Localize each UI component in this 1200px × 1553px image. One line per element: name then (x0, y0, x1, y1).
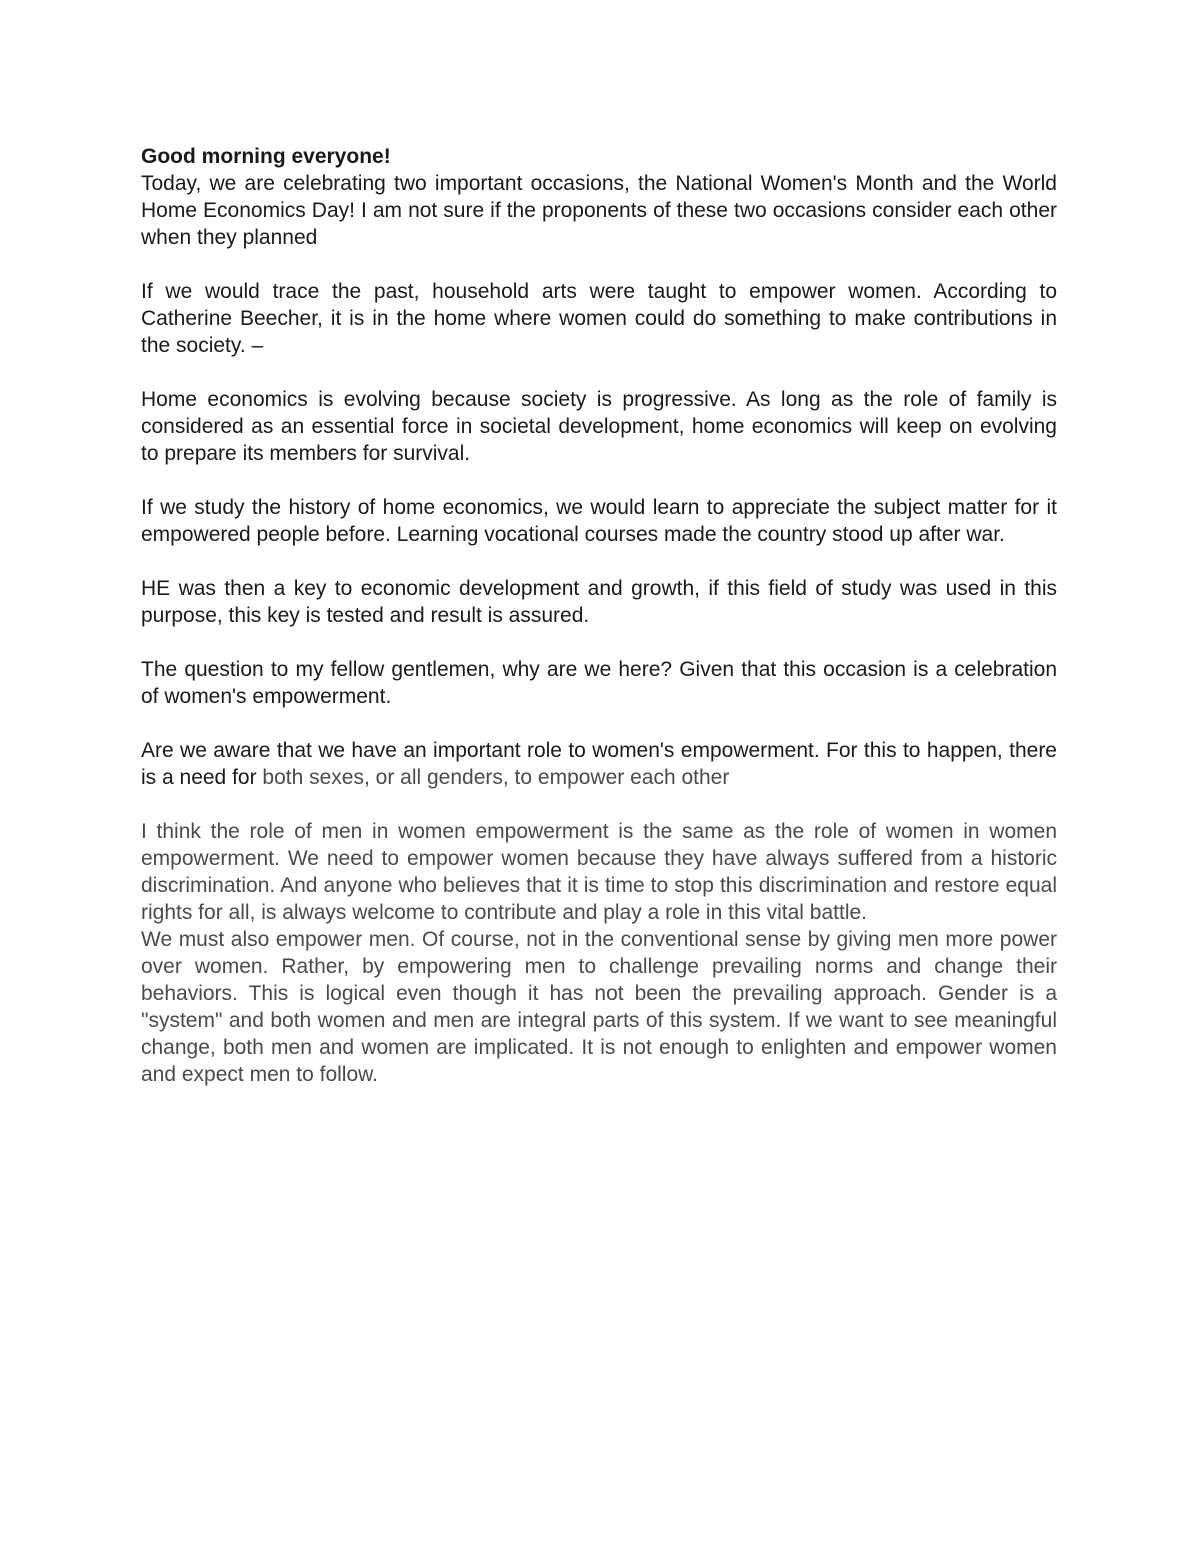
paragraph-empower-men: We must also empower men. Of course, not in the conventional sense by giving men more power over women. Rather, by empowering men to challenge prevailing norms and change their behaviors. This is logical even though it has not been the prevailing approach. Gender is a "system" and both women and men are integral parts of this system. If we want to see meaningful change, both men and women are implicated. It is not enough to enlighten and empower women and expect men to follow. (141, 928, 1057, 1086)
paragraph-aware-main: Are we aware that we have an important role to women's empowerment. For this to happen, there is a need for (141, 739, 1057, 789)
document-page (141, 143, 1057, 1088)
paragraph-spacer (141, 791, 1057, 818)
paragraph-economic-key: HE was then a key to economic development and growth, if this field of study was used in this purpose, this key is tested and result is assured. (141, 577, 1057, 627)
paragraph-question: The question to my fellow gentlemen, why are we here? Given that this occasion is a celebration of women's empowerment. (141, 658, 1057, 708)
paragraph-role-of-men: I think the role of men in women empowerment is the same as the role of women in women empowerment. We need to empower women because they have always suffered from a historic discrimination. And anyone who believes that it is time to stop this discrimination and restore equal rights for all, is always welcome to contribute and play a role in this vital battle. (141, 820, 1057, 924)
paragraph-spacer (141, 251, 1057, 278)
paragraph-evolving: Home economics is evolving because society is progressive. As long as the role of family is considered as an essential force in societal development, home economics will keep on evolving to prepare its members for survival. (141, 388, 1057, 465)
greeting-heading: Good morning everyone! (141, 145, 391, 168)
paragraph-spacer (141, 629, 1057, 656)
paragraph-spacer (141, 467, 1057, 494)
paragraph-spacer (141, 359, 1057, 386)
paragraph-spacer (141, 710, 1057, 737)
intro-paragraph (141, 143, 1057, 251)
paragraph-aware-tail: both sexes, or all genders, to empower each other (256, 766, 730, 789)
paragraph-occasions: Today, we are celebrating two important occasions, the National Women's Month and the World Home Economics Day! I am not sure if the proponents of these two occasions consider each other when they planned (141, 172, 1057, 249)
paragraph-spacer (141, 548, 1057, 575)
paragraph-aware (141, 737, 1057, 791)
paragraph-appreciate: If we study the history of home economics, we would learn to appreciate the subject matter for it empowered people before. Learning vocational courses made the country stood up after war. (141, 496, 1057, 546)
paragraph-history: If we would trace the past, household arts were taught to empower women. According to Catherine Beecher, it is in the home where women could do something to make contributions in the society. – (141, 280, 1057, 357)
